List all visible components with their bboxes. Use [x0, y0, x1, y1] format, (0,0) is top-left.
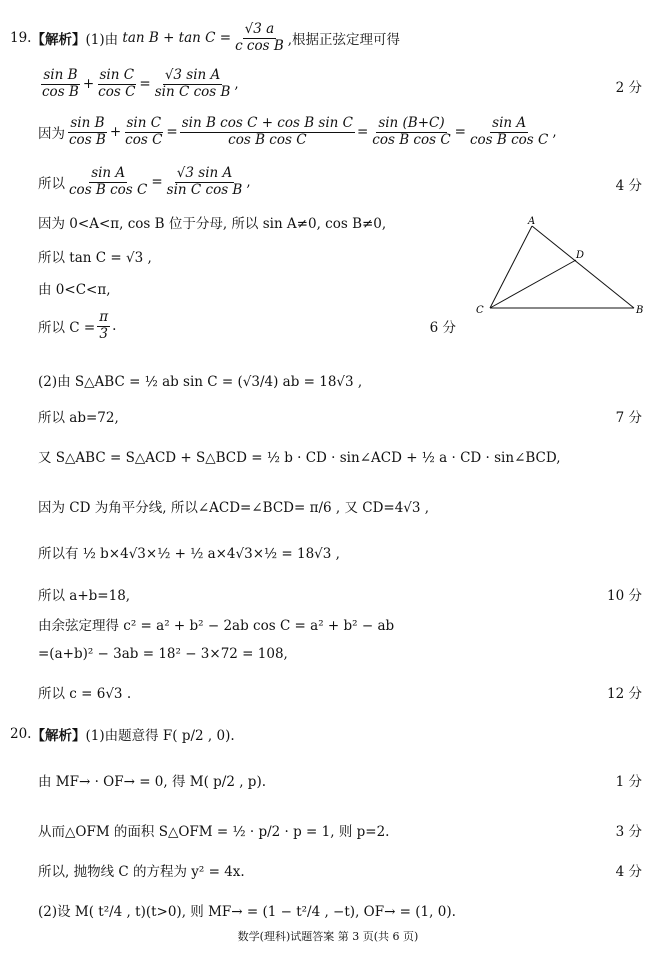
q19-line-1 [10, 22, 636, 54]
label-b: B [636, 305, 644, 316]
q19-line-2: $\frac{\text{sin B}}{\text{cos B}}$ + $\frac{\text{sin C}}{\text{cos C}}$ = $\frac{\text{√3 sin A}}{\text{sin C cos B}}$ , [42, 67, 239, 100]
score-10: 10 分 [607, 588, 642, 604]
q19-tag: 【解析】 [31, 32, 86, 49]
q19-p2-line-4: 因为 CD 为角平分线, 所以∠ACD=∠BCD= π/6 , 又 CD=4√3 , [38, 500, 430, 516]
q19-p2-line-9: 所以 c = 6√3 . [38, 686, 132, 702]
triangle-figure [472, 214, 648, 318]
label-c: C [476, 305, 484, 316]
score-12: 12 分 [607, 686, 642, 702]
q20-number: 20. [10, 726, 32, 742]
q19-number: 19. [10, 30, 32, 47]
score-4: 4 分 [615, 178, 642, 194]
score-6: 6 分 [429, 320, 456, 336]
q19-p2-line-2: 所以 ab=72, [38, 410, 119, 426]
q19-line-6: 所以 tan C = √3 , [38, 250, 152, 266]
q19-line-4: 所以 $\frac{\text{sin A}}{\text{cos B cos C}}$ = $\frac{\text{√3 sin A}}{\text{sin C cos B}}$ , [38, 165, 251, 198]
q19-p2-line-3: 又 S△ABC = S△ACD + S△BCD = ½ b · CD · sin∠ACD + ½ a · CD · sin∠BCD, [38, 450, 561, 466]
score-q20-1: 1 分 [615, 774, 642, 790]
q19-p2-line-6: 所以 a+b=18, [38, 588, 131, 604]
q19-p2-line-8: =(a+b)² − 3ab = 18² − 3×72 = 108, [38, 646, 288, 662]
q19-l1-prefix: (1)由 [85, 32, 119, 49]
label-d: D [576, 250, 585, 261]
q20-line-1 [10, 724, 636, 744]
score-7: 7 分 [615, 410, 642, 426]
score-q20-3: 3 分 [615, 824, 642, 840]
label-a: A [528, 216, 536, 227]
score-q20-4: 4 分 [615, 864, 642, 880]
q19-l1-eq: tan B + tan C = [122, 30, 232, 47]
q19-line-7: 由 0<C<π, [38, 282, 111, 298]
score-2: 2 分 [615, 80, 642, 96]
q19-p2-line-7: 由余弦定理得 c² = a² + b² − 2ab cos C = a² + b² − ab [38, 618, 395, 634]
q20-line-2: 由 MF→ · OF→ = 0, 得 M( p/2 , p). [38, 774, 267, 790]
q19-p2-line-5: 所以有 ½ b×4√3×½ + ½ a×4√3×½ = 18√3 , [38, 546, 340, 562]
q19-l1-suffix: ,根据正弦定理可得 [287, 32, 401, 49]
q19-line-5: 因为 0<A<π, cos B 位于分母, 所以 sin A≠0, cos B≠0, [38, 216, 387, 232]
q20-line-3: 从而△OFM 的面积 S△OFM = ½ · p/2 · p = 1, 则 p=2. [38, 824, 390, 840]
q19-line-8: 所以 C = $\frac{\pi}{3}$ . [38, 309, 117, 342]
q20-tag: 【解析】 [31, 728, 86, 744]
q20-line-4: 所以, 抛物线 C 的方程为 y² = 4x. [38, 864, 245, 880]
q19-l1-frac: $\frac{√3 a}{\text{c cos B}}$ [235, 21, 284, 54]
page-footer: 数学(理科)试题答案 第 3 页(共 6 页) [237, 930, 419, 943]
q19-line-3: 因为 $\frac{\text{sin B}}{\text{cos B}}$ + $\frac{\text{sin C}}{\text{cos C}}$ = $\frac{\text{sin B cos C + cos B sin C}}{\text{cos B cos C}}$ = $\frac{\sin (B+C)}{\text{cos B cos C}}$ = $\frac{\text{sin A}}{\text{cos B cos C}}$ , [38, 115, 557, 148]
q20-l1: (1)由题意得 F( p/2 , 0). [85, 728, 235, 744]
q19-p2-line-1: (2)由 S△ABC = ½ ab sin C = (√3/4) ab = 18√3 , [38, 374, 363, 390]
q20-line-5: (2)设 M( t²/4 , t)(t>0), 则 MF→ = (1 − t²/4 , −t), OF→ = (1, 0). [38, 904, 456, 920]
